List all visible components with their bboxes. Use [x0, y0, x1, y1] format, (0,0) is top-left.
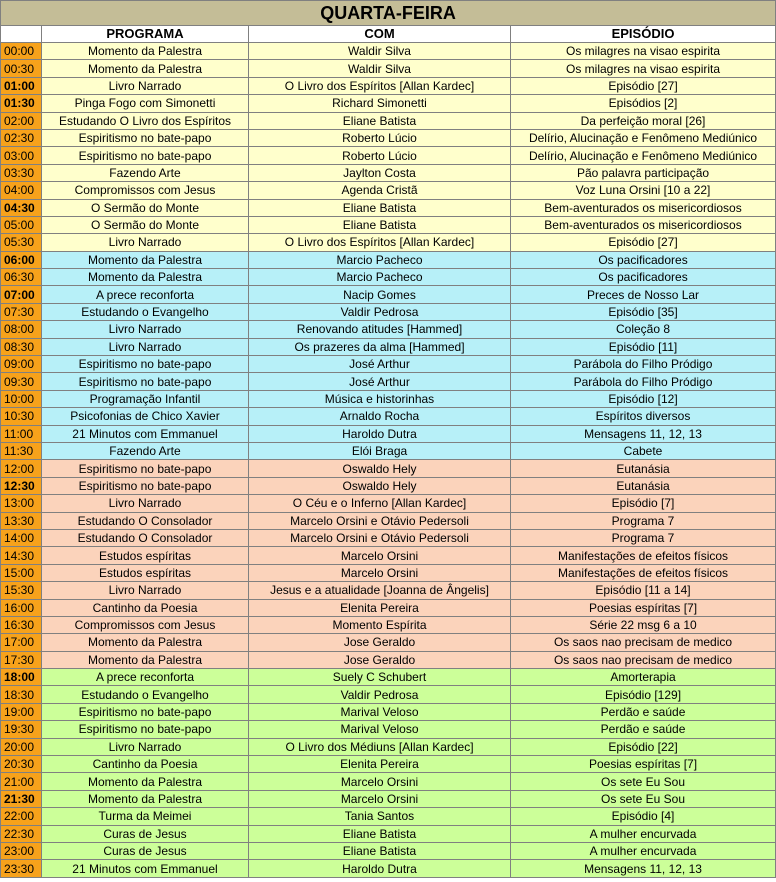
episodio-cell: Manifestações de efeitos físicos — [511, 547, 776, 564]
episodio-cell: Perdão e saúde — [511, 721, 776, 738]
episodio-cell: Os sete Eu Sou — [511, 773, 776, 790]
com-cell: Elói Braga — [249, 442, 511, 459]
time-cell: 20:30 — [1, 756, 42, 773]
time-cell: 17:00 — [1, 634, 42, 651]
time-cell: 21:30 — [1, 790, 42, 807]
com-cell: Marcelo Orsini — [249, 547, 511, 564]
schedule-row — [1, 721, 776, 738]
episodio-cell: Delírio, Alucinação e Fenômeno Mediúnico — [511, 129, 776, 146]
episodio-cell: Delírio, Alucinação e Fenômeno Mediúnico — [511, 147, 776, 164]
programa-cell: Cantinho da Poesia — [42, 599, 249, 616]
episodio-cell: Poesias espíritas [7] — [511, 599, 776, 616]
programa-cell: Livro Narrado — [42, 338, 249, 355]
time-cell: 06:30 — [1, 269, 42, 286]
schedule-row — [1, 390, 776, 407]
episodio-cell: Parábola do Filho Pródigo — [511, 356, 776, 373]
programa-cell: Estudando O Livro dos Espíritos — [42, 112, 249, 129]
time-cell: 07:30 — [1, 303, 42, 320]
time-cell: 00:00 — [1, 43, 42, 60]
schedule-row — [1, 808, 776, 825]
time-cell: 16:00 — [1, 599, 42, 616]
episodio-cell: Episódio [11 a 14] — [511, 582, 776, 599]
time-cell: 00:30 — [1, 60, 42, 77]
schedule-row — [1, 408, 776, 425]
episodio-cell: Eutanásia — [511, 477, 776, 494]
time-cell: 16:30 — [1, 616, 42, 633]
time-cell: 08:30 — [1, 338, 42, 355]
episodio-cell: Cabete — [511, 442, 776, 459]
schedule-row — [1, 60, 776, 77]
schedule-row — [1, 773, 776, 790]
com-cell: Jose Geraldo — [249, 634, 511, 651]
programa-cell: Estudos espíritas — [42, 564, 249, 581]
programa-cell: Espiritismo no bate-papo — [42, 356, 249, 373]
episodio-header: EPISÓDIO — [511, 26, 776, 43]
episodio-cell: Episódio [27] — [511, 234, 776, 251]
schedule-row — [1, 529, 776, 546]
time-cell: 10:00 — [1, 390, 42, 407]
time-cell: 22:30 — [1, 825, 42, 842]
programa-cell: Espiritismo no bate-papo — [42, 721, 249, 738]
com-cell: O Livro dos Espíritos [Allan Kardec] — [249, 77, 511, 94]
com-cell: O Livro dos Espíritos [Allan Kardec] — [249, 234, 511, 251]
programa-cell: Curas de Jesus — [42, 842, 249, 859]
programa-cell: A prece reconforta — [42, 669, 249, 686]
time-cell: 05:30 — [1, 234, 42, 251]
time-cell: 23:00 — [1, 842, 42, 859]
time-cell: 01:00 — [1, 77, 42, 94]
schedule-row — [1, 95, 776, 112]
com-cell: Oswaldo Hely — [249, 477, 511, 494]
title-row — [1, 1, 776, 26]
com-cell: Os prazeres da alma [Hammed] — [249, 338, 511, 355]
com-cell: Jose Geraldo — [249, 651, 511, 668]
com-cell: Momento Espírita — [249, 616, 511, 633]
episodio-cell: Pão palavra participação — [511, 164, 776, 181]
programa-cell: Espiritismo no bate-papo — [42, 129, 249, 146]
schedule-row — [1, 738, 776, 755]
time-cell: 12:30 — [1, 477, 42, 494]
schedule-row — [1, 495, 776, 512]
schedule-row — [1, 582, 776, 599]
com-cell: Eliane Batista — [249, 216, 511, 233]
time-cell: 13:00 — [1, 495, 42, 512]
time-cell: 19:00 — [1, 703, 42, 720]
schedule-row — [1, 442, 776, 459]
episodio-cell: Amorterapia — [511, 669, 776, 686]
episodio-cell: Os milagres na visao espirita — [511, 43, 776, 60]
programa-cell: Cantinho da Poesia — [42, 756, 249, 773]
schedule-row — [1, 669, 776, 686]
episodio-cell: Episódios [2] — [511, 95, 776, 112]
schedule-row — [1, 77, 776, 94]
programa-cell: Pinga Fogo com Simonetti — [42, 95, 249, 112]
programa-cell: Estudando o Evangelho — [42, 303, 249, 320]
episodio-cell: Os pacificadores — [511, 269, 776, 286]
programa-cell: Livro Narrado — [42, 234, 249, 251]
episodio-cell: Manifestações de efeitos físicos — [511, 564, 776, 581]
com-cell: Marcelo Orsini e Otávio Pedersoli — [249, 529, 511, 546]
programa-cell: Espiritismo no bate-papo — [42, 477, 249, 494]
programa-cell: Espiritismo no bate-papo — [42, 703, 249, 720]
episodio-cell: Episódio [7] — [511, 495, 776, 512]
episodio-cell: Episódio [4] — [511, 808, 776, 825]
com-cell: Marcelo Orsini — [249, 773, 511, 790]
episodio-cell: Programa 7 — [511, 529, 776, 546]
com-cell: Eliane Batista — [249, 199, 511, 216]
programa-cell: Fazendo Arte — [42, 442, 249, 459]
time-cell: 08:00 — [1, 321, 42, 338]
programa-cell: Espiritismo no bate-papo — [42, 147, 249, 164]
time-cell: 06:00 — [1, 251, 42, 268]
episodio-cell: Os pacificadores — [511, 251, 776, 268]
episodio-cell: A mulher encurvada — [511, 842, 776, 859]
programa-cell: Livro Narrado — [42, 738, 249, 755]
time-cell: 19:30 — [1, 721, 42, 738]
schedule-row — [1, 860, 776, 877]
time-cell: 02:30 — [1, 129, 42, 146]
time-cell: 21:00 — [1, 773, 42, 790]
programa-cell: 21 Minutos com Emmanuel — [42, 425, 249, 442]
programa-cell: Momento da Palestra — [42, 651, 249, 668]
schedule-row — [1, 43, 776, 60]
schedule-row — [1, 321, 776, 338]
com-cell: Tania Santos — [249, 808, 511, 825]
schedule-row — [1, 616, 776, 633]
com-cell: Agenda Cristã — [249, 182, 511, 199]
schedule-row — [1, 286, 776, 303]
programa-cell: Compromissos com Jesus — [42, 182, 249, 199]
schedule-row — [1, 269, 776, 286]
programa-cell: Espiritismo no bate-papo — [42, 460, 249, 477]
programa-cell: O Sermão do Monte — [42, 216, 249, 233]
schedule-row — [1, 182, 776, 199]
com-cell: Marcio Pacheco — [249, 251, 511, 268]
time-cell: 22:00 — [1, 808, 42, 825]
schedule-row — [1, 373, 776, 390]
com-cell: Nacip Gomes — [249, 286, 511, 303]
episodio-cell: Poesias espíritas [7] — [511, 756, 776, 773]
time-cell: 18:00 — [1, 669, 42, 686]
header-row — [1, 26, 776, 43]
episodio-cell: Os saos nao precisam de medico — [511, 651, 776, 668]
time-cell: 14:30 — [1, 547, 42, 564]
schedule-row — [1, 216, 776, 233]
programa-cell: Estudando O Consolador — [42, 529, 249, 546]
time-cell: 09:30 — [1, 373, 42, 390]
schedule-row — [1, 547, 776, 564]
programa-cell: Livro Narrado — [42, 77, 249, 94]
programa-cell: Livro Narrado — [42, 321, 249, 338]
com-cell: Roberto Lúcio — [249, 129, 511, 146]
time-cell: 20:00 — [1, 738, 42, 755]
episodio-cell: Série 22 msg 6 a 10 — [511, 616, 776, 633]
com-cell: Elenita Pereira — [249, 756, 511, 773]
episodio-cell: Episódio [22] — [511, 738, 776, 755]
com-cell: Haroldo Dutra — [249, 860, 511, 877]
schedule-row — [1, 356, 776, 373]
programa-cell: Momento da Palestra — [42, 269, 249, 286]
programa-cell: Psicofonias de Chico Xavier — [42, 408, 249, 425]
episodio-cell: Episódio [12] — [511, 390, 776, 407]
programa-cell: Estudando o Evangelho — [42, 686, 249, 703]
episodio-cell: Os sete Eu Sou — [511, 790, 776, 807]
schedule-row — [1, 234, 776, 251]
programa-cell: Momento da Palestra — [42, 251, 249, 268]
com-cell: Marival Veloso — [249, 721, 511, 738]
time-cell: 18:30 — [1, 686, 42, 703]
programa-cell: Momento da Palestra — [42, 634, 249, 651]
programa-cell: O Sermão do Monte — [42, 199, 249, 216]
schedule-row — [1, 460, 776, 477]
com-cell: Marival Veloso — [249, 703, 511, 720]
time-cell: 02:00 — [1, 112, 42, 129]
com-cell: O Livro dos Médiuns [Allan Kardec] — [249, 738, 511, 755]
com-header: COM — [249, 26, 511, 43]
schedule-row — [1, 303, 776, 320]
com-cell: Marcio Pacheco — [249, 269, 511, 286]
schedule-row — [1, 112, 776, 129]
programa-cell: 21 Minutos com Emmanuel — [42, 860, 249, 877]
programa-cell: Livro Narrado — [42, 582, 249, 599]
programa-cell: Fazendo Arte — [42, 164, 249, 181]
programa-cell: Compromissos com Jesus — [42, 616, 249, 633]
programa-cell: A prece reconforta — [42, 286, 249, 303]
schedule-row — [1, 842, 776, 859]
day-title: QUARTA-FEIRA — [1, 1, 776, 26]
com-cell: Marcelo Orsini e Otávio Pedersoli — [249, 512, 511, 529]
episodio-cell: Coleção 8 — [511, 321, 776, 338]
time-header — [1, 26, 42, 43]
time-cell: 15:00 — [1, 564, 42, 581]
com-cell: Jesus e a atualidade [Joanna de Ângelis] — [249, 582, 511, 599]
episodio-cell: Os milagres na visao espirita — [511, 60, 776, 77]
episodio-cell: Os saos nao precisam de medico — [511, 634, 776, 651]
episodio-cell: Episódio [35] — [511, 303, 776, 320]
time-cell: 07:00 — [1, 286, 42, 303]
com-cell: Música e historinhas — [249, 390, 511, 407]
time-cell: 14:00 — [1, 529, 42, 546]
schedule-row — [1, 790, 776, 807]
episodio-cell: Perdão e saúde — [511, 703, 776, 720]
episodio-cell: Preces de Nosso Lar — [511, 286, 776, 303]
programa-cell: Programação Infantil — [42, 390, 249, 407]
programa-header: PROGRAMA — [42, 26, 249, 43]
episodio-cell: A mulher encurvada — [511, 825, 776, 842]
schedule-row — [1, 599, 776, 616]
episodio-cell: Mensagens 11, 12, 13 — [511, 860, 776, 877]
time-cell: 11:00 — [1, 425, 42, 442]
episodio-cell: Eutanásia — [511, 460, 776, 477]
episodio-cell: Bem-aventurados os misericordiosos — [511, 199, 776, 216]
schedule-row — [1, 512, 776, 529]
com-cell: Marcelo Orsini — [249, 790, 511, 807]
time-cell: 04:30 — [1, 199, 42, 216]
programa-cell: Momento da Palestra — [42, 60, 249, 77]
schedule-row — [1, 564, 776, 581]
com-cell: José Arthur — [249, 356, 511, 373]
com-cell: Eliane Batista — [249, 842, 511, 859]
schedule-row — [1, 477, 776, 494]
episodio-cell: Bem-aventurados os misericordiosos — [511, 216, 776, 233]
programa-cell: Livro Narrado — [42, 495, 249, 512]
programa-cell: Curas de Jesus — [42, 825, 249, 842]
time-cell: 01:30 — [1, 95, 42, 112]
com-cell: José Arthur — [249, 373, 511, 390]
episodio-cell: Espíritos diversos — [511, 408, 776, 425]
programa-cell: Espiritismo no bate-papo — [42, 373, 249, 390]
episodio-cell: Episódio [129] — [511, 686, 776, 703]
com-cell: Richard Simonetti — [249, 95, 511, 112]
time-cell: 04:00 — [1, 182, 42, 199]
time-cell: 17:30 — [1, 651, 42, 668]
com-cell: Oswaldo Hely — [249, 460, 511, 477]
com-cell: Jaylton Costa — [249, 164, 511, 181]
schedule-row — [1, 251, 776, 268]
com-cell: Waldir Silva — [249, 43, 511, 60]
schedule-row — [1, 199, 776, 216]
episodio-cell: Parábola do Filho Pródigo — [511, 373, 776, 390]
time-cell: 03:30 — [1, 164, 42, 181]
schedule-row — [1, 756, 776, 773]
schedule-row — [1, 825, 776, 842]
programa-cell: Momento da Palestra — [42, 43, 249, 60]
programa-cell: Estudos espíritas — [42, 547, 249, 564]
schedule-row — [1, 686, 776, 703]
programa-cell: Momento da Palestra — [42, 790, 249, 807]
episodio-cell: Episódio [11] — [511, 338, 776, 355]
programa-cell: Turma da Meimei — [42, 808, 249, 825]
schedule-row — [1, 147, 776, 164]
com-cell: Haroldo Dutra — [249, 425, 511, 442]
time-cell: 09:00 — [1, 356, 42, 373]
schedule-row — [1, 338, 776, 355]
com-cell: Roberto Lúcio — [249, 147, 511, 164]
episodio-cell: Programa 7 — [511, 512, 776, 529]
com-cell: Eliane Batista — [249, 112, 511, 129]
schedule-row — [1, 703, 776, 720]
time-cell: 13:30 — [1, 512, 42, 529]
com-cell: O Céu e o Inferno [Allan Kardec] — [249, 495, 511, 512]
time-cell: 03:00 — [1, 147, 42, 164]
time-cell: 05:00 — [1, 216, 42, 233]
com-cell: Elenita Pereira — [249, 599, 511, 616]
episodio-cell: Episódio [27] — [511, 77, 776, 94]
schedule-row — [1, 129, 776, 146]
time-cell: 11:30 — [1, 442, 42, 459]
episodio-cell: Mensagens 11, 12, 13 — [511, 425, 776, 442]
programa-cell: Momento da Palestra — [42, 773, 249, 790]
com-cell: Waldir Silva — [249, 60, 511, 77]
com-cell: Renovando atitudes [Hammed] — [249, 321, 511, 338]
com-cell: Valdir Pedrosa — [249, 303, 511, 320]
com-cell: Suely C Schubert — [249, 669, 511, 686]
schedule-row — [1, 425, 776, 442]
com-cell: Arnaldo Rocha — [249, 408, 511, 425]
com-cell: Valdir Pedrosa — [249, 686, 511, 703]
time-cell: 15:30 — [1, 582, 42, 599]
programa-cell: Estudando O Consolador — [42, 512, 249, 529]
time-cell: 10:30 — [1, 408, 42, 425]
schedule-row — [1, 634, 776, 651]
com-cell: Marcelo Orsini — [249, 564, 511, 581]
schedule-row — [1, 164, 776, 181]
com-cell: Eliane Batista — [249, 825, 511, 842]
time-cell: 23:30 — [1, 860, 42, 877]
episodio-cell: Da perfeição moral [26] — [511, 112, 776, 129]
time-cell: 12:00 — [1, 460, 42, 477]
schedule-row — [1, 651, 776, 668]
episodio-cell: Voz Luna Orsini [10 a 22] — [511, 182, 776, 199]
